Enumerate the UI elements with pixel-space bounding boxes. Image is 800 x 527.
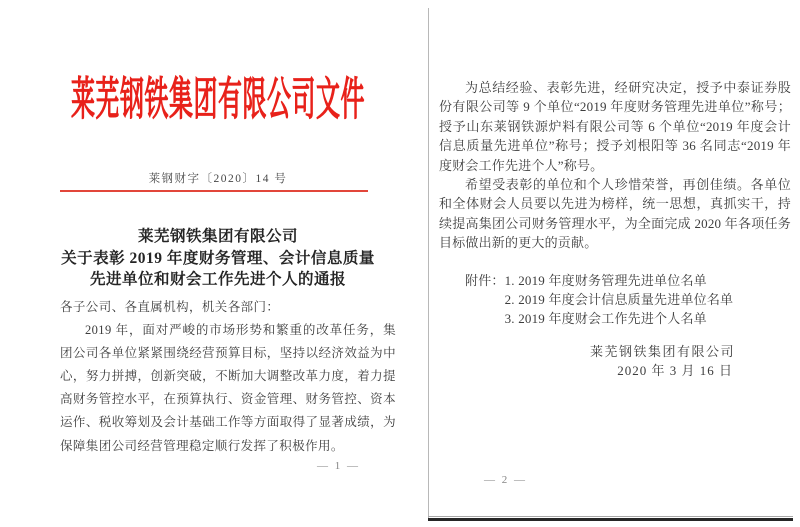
body-paragraph: 希望受表彰的单位和个人珍惜荣誉，再创佳绩。各单位和全体财会人员要以先进为榜样，统一思想，真抓实干，持续提高集团公司财务管理水平，为全面完成 2020 年各项任务目标做出新的更大的贡献。: [439, 177, 791, 251]
attachment-item: 2. 2019 年度会计信息质量先进单位名单: [504, 292, 734, 308]
page-2: [428, 8, 800, 520]
signature-org: 莱芜钢铁集团有限公司: [589, 343, 735, 359]
page-number-1: — 1 —: [317, 460, 360, 472]
document-title: [40, 226, 396, 291]
page-bottom-edge-dark: [428, 518, 793, 521]
attachments-list: [505, 271, 734, 329]
body-paragraph: 2019 年，面对严峻的市场形势和繁重的改革任务，集团公司各单位紧紧围绕经营预算目标，坚持以经济效益为中心，努力拼搏，创新突破，不断加大调整改革力度，着力提高财务管控水平，在预算执行、资金管理、财务管控、资本运作、税收筹划及会计基础工作等方面取得了显著成绩，为保障集团公司经营管理稳定顺行发挥了积极作用。: [60, 323, 396, 453]
body-paragraph: 为总结经验、表彰先进，经研究决定，授予中泰证券股份有限公司等 9 个单位“2019 年度财务管理先进单位”称号；授予山东莱钢铁源炉料有限公司等 6 个单位“2019 年度会计信息质量先进单位”称号；授予刘根阳等 36 名同志“2019 年度财会工作先进个人”称号。: [439, 80, 791, 173]
letterhead-title-text: 莱芜钢铁集团有限公司文件: [71, 76, 365, 126]
document-title-line-1: 莱芜钢铁集团有限公司: [137, 228, 298, 245]
document-title-line-2: 关于表彰 2019 年度财务管理、会计信息质量: [61, 249, 375, 267]
salutation: 各子公司、各直属机构，机关各部门：: [60, 300, 280, 314]
document-title-line-3: 先进单位和财会工作先进个人的通报: [89, 271, 346, 288]
signature-date: 2020 年 3 月 16 日: [617, 363, 733, 379]
attachments-label: 附件：: [465, 272, 505, 288]
page-1: [40, 0, 396, 527]
page-2-body: [439, 8, 791, 381]
red-divider-rule: [60, 190, 368, 192]
signature-block: [439, 342, 791, 381]
attachment-item: 1. 2019 年度财务管理先进单位名单: [504, 272, 707, 288]
doc-number: 莱钢财字〔2020〕14 号: [148, 173, 288, 185]
attachments-block: [439, 271, 791, 329]
letterhead-title: [40, 76, 396, 126]
attachment-item: 3. 2019 年度财会工作先进个人名单: [504, 311, 707, 327]
page-bottom-edge-light: [428, 516, 793, 517]
page-1-body: [60, 296, 396, 458]
page-number-2: — 2 —: [484, 474, 527, 486]
